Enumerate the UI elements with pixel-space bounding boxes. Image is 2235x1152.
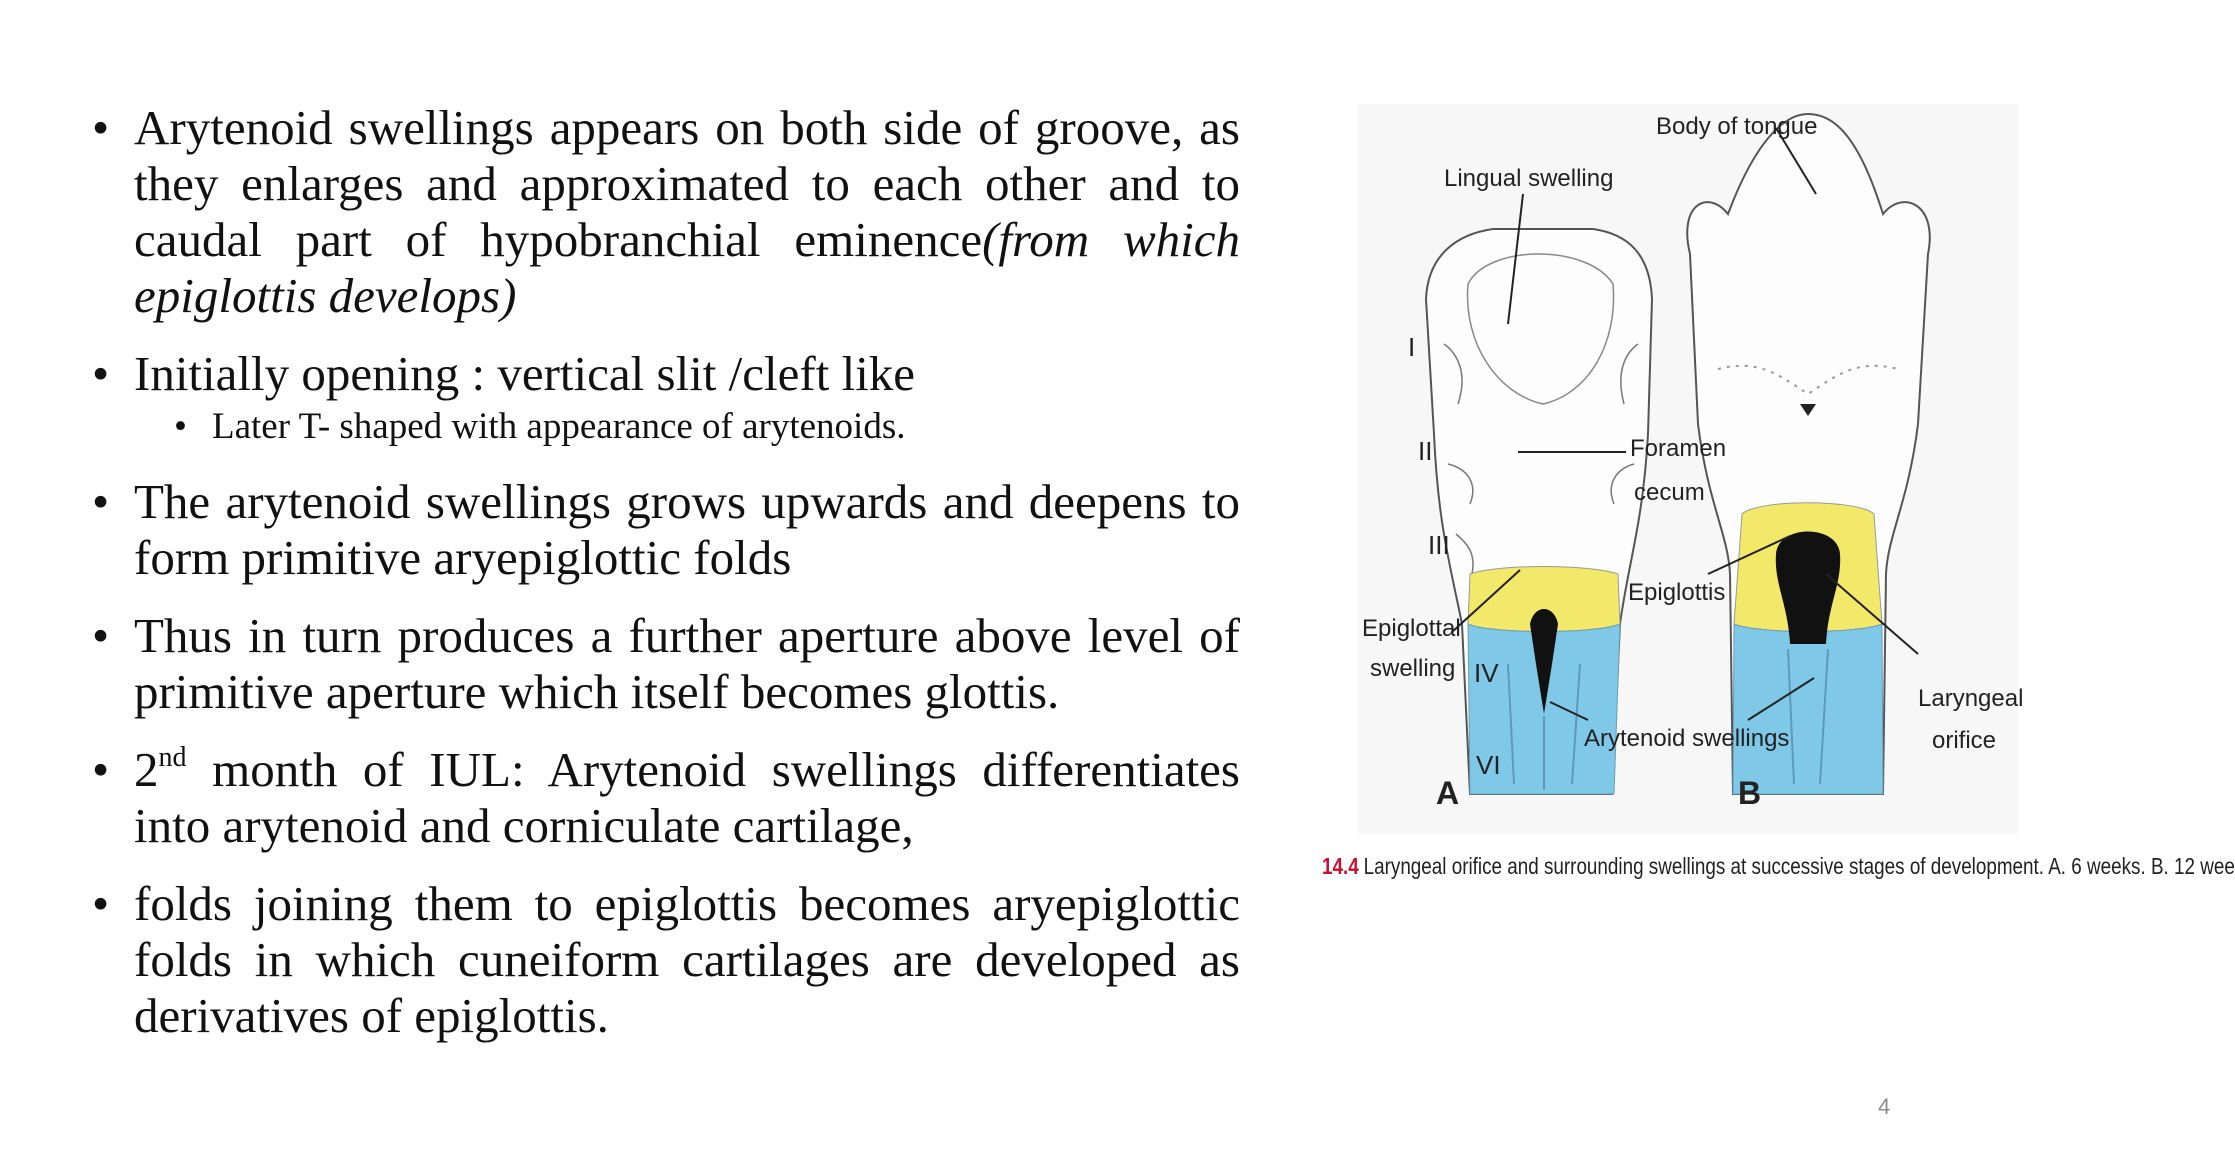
- bullet-further-aperture: [88, 608, 1240, 720]
- label-arytenoid-swellings: Arytenoid swellings: [1584, 725, 1790, 752]
- label-foramen: Foramen: [1630, 435, 1727, 462]
- bullet-list: [88, 100, 1240, 1044]
- label-arch-1: I: [1408, 332, 1416, 362]
- bullet-text: The arytenoid swellings grows upwards and deepens to form primitive aryepiglottic folds: [134, 474, 1240, 585]
- bullet-italic-text: (from which epiglottis develops): [134, 212, 1240, 323]
- label-cecum: cecum: [1634, 479, 1705, 506]
- label-orifice: orifice: [1932, 727, 1997, 754]
- bullet-text: Arytenoid swellings appears on both side of groove, as they enlarges and approximated to each other and to caudal part of hypobranchial eminence: [134, 100, 1240, 267]
- label-arch-4: IV: [1474, 658, 1499, 688]
- bullet-text: Thus in turn produces a further aperture above level of primitive aperture which itself becomes glottis.: [134, 608, 1240, 719]
- bullet-text: month of IUL: Arytenoid swellings differentiates into arytenoid and corniculate cartilage,: [134, 742, 1240, 853]
- label-arch-6: VI: [1476, 750, 1501, 780]
- caption-text: Laryngeal orifice and surrounding swellings at successive stages of development. A. 6 weeks. B. 12 wee: [1363, 853, 2235, 879]
- figure-caption: [1322, 846, 2235, 886]
- figure-number: 14.4: [1322, 853, 1359, 879]
- panel-b-arytenoid-swellings: [1733, 624, 1883, 794]
- anatomy-illustration: [1358, 104, 2024, 834]
- bullet-grows-upwards: [88, 474, 1240, 586]
- bullet-initial-opening: [88, 346, 1240, 402]
- bullet-text: folds joining them to epiglottis becomes aryepiglottic folds in which cuneiform cartilages are developed as derivatives of epiglottis.: [134, 876, 1240, 1043]
- sub-bullet-t-shaped: [88, 404, 1240, 450]
- month-number: 2: [134, 742, 159, 797]
- label-lingual-swelling: Lingual swelling: [1444, 165, 1614, 192]
- bullet-second-month: [88, 742, 1240, 854]
- label-panel-b: B: [1738, 775, 1762, 811]
- label-epiglottal: Epiglottal: [1362, 615, 1461, 642]
- label-laryngeal: Laryngeal: [1918, 685, 2024, 712]
- text-content: [88, 100, 1240, 1066]
- page-number: 4: [1878, 1094, 1891, 1119]
- ordinal-suffix: nd: [158, 742, 187, 773]
- label-panel-a: A: [1436, 775, 1460, 811]
- sub-bullet-text: Later T- shaped with appearance of arytenoids.: [212, 406, 906, 447]
- bullet-folds-joining: [88, 876, 1240, 1044]
- label-body-of-tongue: Body of tongue: [1656, 113, 1818, 140]
- label-swelling: swelling: [1370, 655, 1456, 682]
- label-epiglottis: Epiglottis: [1628, 579, 1726, 606]
- laryngeal-orifice-figure: [1322, 104, 2235, 904]
- bullet-text: Initially opening : vertical slit /cleft like: [134, 346, 916, 401]
- label-arch-2: II: [1418, 436, 1433, 466]
- label-arch-3: III: [1428, 530, 1450, 560]
- bullet-arytenoid-swellings: [88, 100, 1240, 324]
